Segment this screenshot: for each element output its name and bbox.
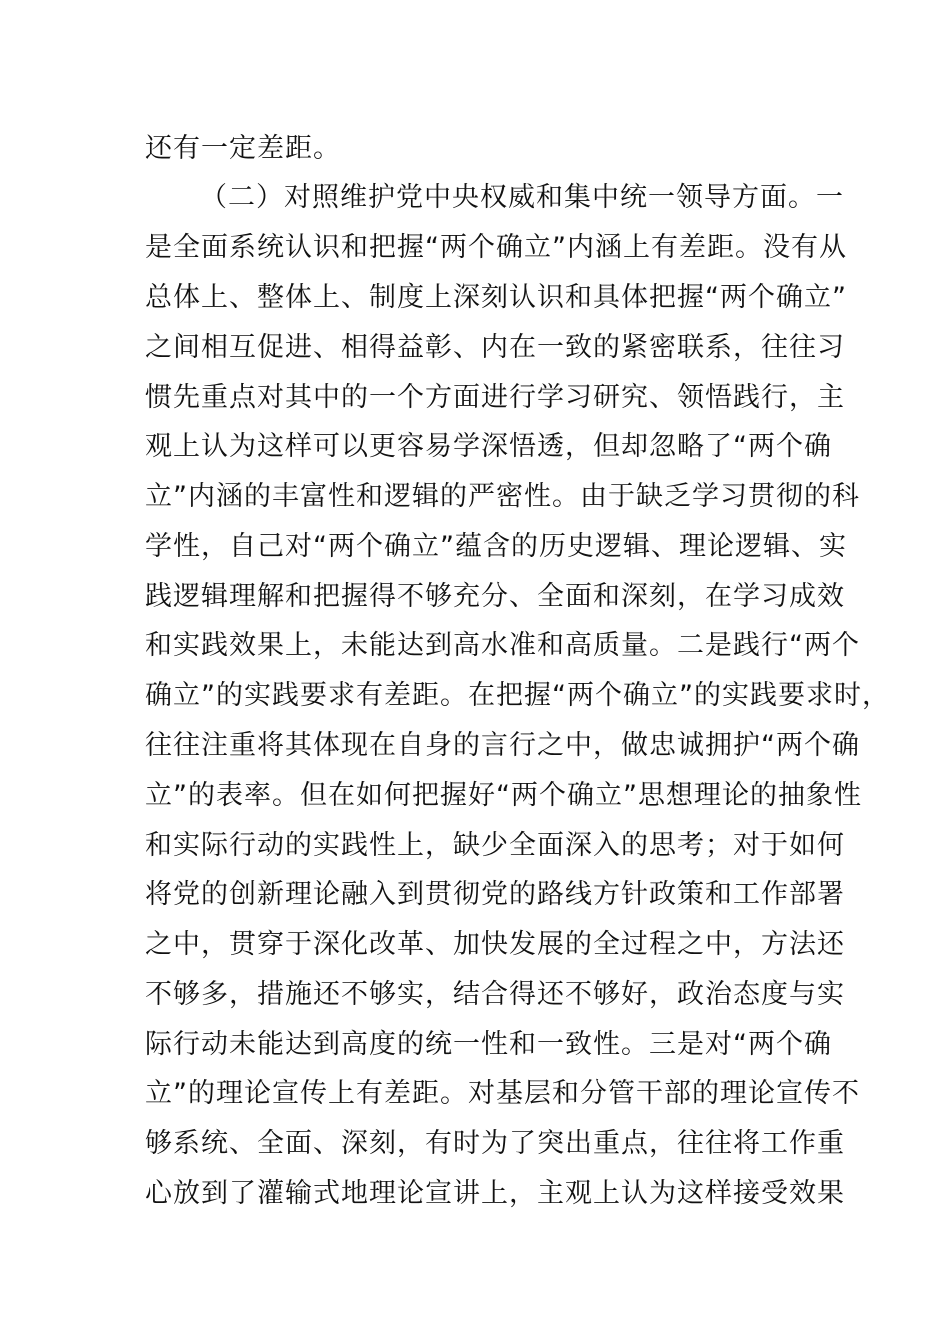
paragraph-heading-line: （二）对照维护党中央权威和集中统一领导方面。一 xyxy=(200,182,844,213)
text-line: 惯先重点对其中的一个方面进行学习研究、领悟践行，主 xyxy=(145,382,845,413)
text-line: 之中，贯穿于深化改革、加快发展的全过程之中，方法还 xyxy=(145,929,845,960)
text-line: 还有一定差距。 xyxy=(145,133,341,164)
text-line: 立”的表率。但在如何把握好“两个确立”思想理论的抽象性 xyxy=(145,780,862,811)
text-line: 将党的创新理论融入到贯彻党的路线方针政策和工作部署 xyxy=(145,879,845,910)
text-line: 学性，自己对“两个确立”蕴含的历史逻辑、理论逻辑、实 xyxy=(145,531,847,562)
text-line: 心放到了灌输式地理论宣讲上，主观上认为这样接受效果 xyxy=(145,1178,845,1209)
text-line: 立”内涵的丰富性和逻辑的严密性。由于缺乏学习贯彻的科 xyxy=(145,481,860,512)
text-line: 观上认为这样可以更容易学深悟透，但却忽略了“两个确 xyxy=(145,431,832,462)
text-line: 不够多，措施还不够实，结合得还不够好，政治态度与实 xyxy=(145,979,845,1010)
text-line: 和实际行动的实践性上，缺少全面深入的思考；对于如何 xyxy=(145,830,845,861)
text-line: 际行动未能达到高度的统一性和一致性。三是对“两个确 xyxy=(145,1029,832,1060)
text-line: 和实践效果上，未能达到高水准和高质量。二是践行“两个 xyxy=(145,630,860,661)
text-line: 总体上、整体上、制度上深刻认识和具体把握“两个确立” xyxy=(145,282,847,313)
text-line: 立”的理论宣传上有差距。对基层和分管干部的理论宣传不 xyxy=(145,1078,860,1109)
text-line: 之间相互促进、相得益彰、内在一致的紧密联系，往往习 xyxy=(145,332,845,363)
text-line: 往往注重将其体现在自身的言行之中，做忠诚拥护“两个确 xyxy=(145,730,860,761)
text-line: 够系统、全面、深刻，有时为了突出重点，往往将工作重 xyxy=(145,1128,845,1159)
text-line: 是全面系统认识和把握“两个确立”内涵上有差距。没有从 xyxy=(145,232,847,263)
text-line: 践逻辑理解和把握得不够充分、全面和深刻，在学习成效 xyxy=(145,581,845,612)
text-line: 确立”的实践要求有差距。在把握“两个确立”的实践要求时， xyxy=(145,680,890,711)
